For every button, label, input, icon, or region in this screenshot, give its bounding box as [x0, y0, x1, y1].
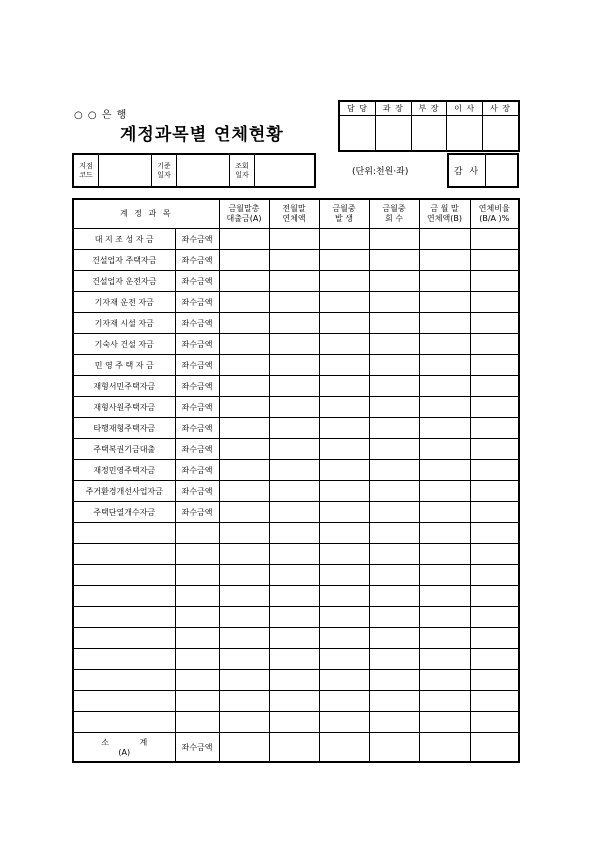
table-cell[interactable]: [319, 334, 369, 355]
table-row: [73, 271, 519, 292]
table-cell[interactable]: [319, 712, 369, 733]
table-cell[interactable]: [369, 502, 419, 523]
table-cell[interactable]: [369, 355, 419, 376]
table-row: [73, 313, 519, 334]
table-cell[interactable]: [269, 628, 319, 649]
table-cell[interactable]: [219, 691, 269, 712]
table-row: [73, 544, 519, 565]
query-date-field[interactable]: [255, 154, 316, 187]
unit-label: 좌수금액: [175, 502, 219, 523]
bank-name: ○ ○ 은 행: [74, 110, 128, 121]
branch-code-field[interactable]: [99, 154, 152, 187]
table-cell[interactable]: [319, 544, 369, 565]
column-header-collected: 금월중 회 수: [369, 199, 419, 229]
table-cell[interactable]: [319, 439, 369, 460]
table-cell[interactable]: [269, 271, 319, 292]
total-row: [73, 733, 519, 763]
table-cell[interactable]: [369, 712, 419, 733]
audit-label: 감 사: [448, 154, 486, 187]
unit-label: [175, 670, 219, 691]
signature-cell[interactable]: [375, 116, 411, 152]
table-cell[interactable]: [319, 250, 369, 271]
table-cell[interactable]: [219, 250, 269, 271]
account-name: 기자재 시설 자금: [73, 313, 175, 334]
table-cell[interactable]: [419, 523, 470, 544]
table-cell[interactable]: [319, 460, 369, 481]
table-cell[interactable]: [269, 607, 319, 628]
table-cell[interactable]: [319, 649, 369, 670]
column-header-account: 계 정 과 목: [73, 199, 219, 229]
table-cell[interactable]: [419, 733, 470, 763]
table-cell[interactable]: [269, 313, 319, 334]
table-cell[interactable]: [269, 565, 319, 586]
table-cell[interactable]: [419, 586, 470, 607]
table-cell[interactable]: [319, 670, 369, 691]
table-cell[interactable]: [470, 481, 519, 502]
account-name: 기자재 운전 자금: [73, 292, 175, 313]
table-cell[interactable]: [419, 502, 470, 523]
account-name: [73, 712, 175, 733]
account-name: 주택복권기금대출: [73, 439, 175, 460]
account-name: [73, 586, 175, 607]
table-cell[interactable]: [269, 229, 319, 250]
table-cell[interactable]: [470, 712, 519, 733]
table-cell[interactable]: [369, 313, 419, 334]
table-cell[interactable]: [470, 376, 519, 397]
account-name: 건설업자 주택자금: [73, 250, 175, 271]
table-row: [73, 355, 519, 376]
table-row: [73, 502, 519, 523]
table-cell[interactable]: [269, 439, 319, 460]
table-cell[interactable]: [269, 712, 319, 733]
table-cell[interactable]: [470, 733, 519, 763]
table-cell[interactable]: [219, 418, 269, 439]
table-cell[interactable]: [470, 523, 519, 544]
table-cell[interactable]: [419, 691, 470, 712]
account-name: 대 지 조 성 자 금: [73, 229, 175, 250]
table-row: [73, 586, 519, 607]
table-cell[interactable]: [369, 460, 419, 481]
table-cell[interactable]: [369, 670, 419, 691]
audit-box: [447, 153, 519, 188]
table-cell[interactable]: [219, 565, 269, 586]
table-cell[interactable]: [269, 523, 319, 544]
table-cell[interactable]: [319, 628, 369, 649]
table-cell[interactable]: [219, 544, 269, 565]
table-cell[interactable]: [319, 271, 369, 292]
table-cell[interactable]: [470, 607, 519, 628]
account-name: 재정민영주택자금: [73, 460, 175, 481]
table-cell[interactable]: [419, 250, 470, 271]
unit-label: 좌수금액: [175, 418, 219, 439]
unit-label: 좌수금액: [175, 439, 219, 460]
table-cell[interactable]: [369, 229, 419, 250]
account-name: 재형사원주택자금: [73, 397, 175, 418]
table-cell[interactable]: [470, 460, 519, 481]
base-date-field[interactable]: [177, 154, 230, 187]
table-cell[interactable]: [219, 271, 269, 292]
table-cell[interactable]: [219, 586, 269, 607]
table-cell[interactable]: [470, 628, 519, 649]
query-date-label: 조회 일자: [230, 154, 255, 187]
audit-signature-cell[interactable]: [486, 154, 519, 187]
account-name: 민 영 주 택 자 금: [73, 355, 175, 376]
table-cell[interactable]: [419, 670, 470, 691]
total-label: 소 계: [101, 738, 148, 747]
account-name: 타행재형주택자금: [73, 418, 175, 439]
approval-label-5: 사 장: [483, 101, 520, 116]
signature-cell[interactable]: [483, 116, 520, 152]
table-cell[interactable]: [269, 502, 319, 523]
table-cell[interactable]: [219, 523, 269, 544]
table-cell[interactable]: [470, 334, 519, 355]
unit-label: 좌수금액: [175, 250, 219, 271]
table-cell[interactable]: [369, 733, 419, 763]
table-cell[interactable]: [319, 418, 369, 439]
table-cell[interactable]: [219, 229, 269, 250]
account-name: 주거환경개선사업자금: [73, 481, 175, 502]
table-cell[interactable]: [369, 565, 419, 586]
table-cell[interactable]: [219, 460, 269, 481]
table-cell[interactable]: [269, 649, 319, 670]
table-cell[interactable]: [319, 292, 369, 313]
table-cell[interactable]: [219, 481, 269, 502]
account-name: [73, 628, 175, 649]
table-cell[interactable]: [470, 670, 519, 691]
delinquency-table: [72, 198, 520, 763]
account-name: [73, 670, 175, 691]
total-label-cell: [73, 733, 175, 763]
account-name: 건설업자 운전자금: [73, 271, 175, 292]
column-header-overdue-b: 금 월 말 연체액(B): [419, 199, 470, 229]
table-cell[interactable]: [369, 544, 419, 565]
table-cell[interactable]: [419, 565, 470, 586]
table-cell[interactable]: [419, 481, 470, 502]
table-row: [73, 712, 519, 733]
unit-label: 좌수금액: [175, 397, 219, 418]
unit-label: [175, 544, 219, 565]
table-cell[interactable]: [269, 355, 319, 376]
column-header-ratio: 연체비율 (B/A )%: [470, 199, 519, 229]
table-cell[interactable]: [319, 607, 369, 628]
table-row: [73, 292, 519, 313]
account-name: [73, 565, 175, 586]
approval-label-4: 이 사: [447, 101, 483, 116]
total-sub-label: (A): [118, 748, 131, 757]
table-cell[interactable]: [369, 439, 419, 460]
table-cell[interactable]: [470, 544, 519, 565]
table-cell[interactable]: [219, 292, 269, 313]
signature-cell[interactable]: [447, 116, 483, 152]
approval-label-3: 부 장: [411, 101, 447, 116]
table-cell[interactable]: [470, 292, 519, 313]
page-title: 계정과목별 연체현황: [120, 125, 284, 145]
table-cell[interactable]: [369, 250, 419, 271]
table-cell[interactable]: [319, 397, 369, 418]
table-cell[interactable]: [269, 250, 319, 271]
unit-label: [175, 607, 219, 628]
table-cell[interactable]: [419, 355, 470, 376]
table-cell[interactable]: [319, 502, 369, 523]
unit-label: 좌수금액: [175, 229, 219, 250]
table-cell[interactable]: [470, 271, 519, 292]
table-row: [73, 565, 519, 586]
unit-label: [175, 649, 219, 670]
table-cell[interactable]: [369, 523, 419, 544]
table-cell[interactable]: [319, 313, 369, 334]
table-cell[interactable]: [219, 628, 269, 649]
signature-cell[interactable]: [411, 116, 447, 152]
table-cell[interactable]: [319, 355, 369, 376]
table-cell[interactable]: [219, 313, 269, 334]
table-row: [73, 649, 519, 670]
column-header-occurred: 금월중 발 생: [319, 199, 369, 229]
unit-label: 좌수금액: [175, 481, 219, 502]
table-cell[interactable]: [269, 670, 319, 691]
table-cell[interactable]: [419, 229, 470, 250]
table-cell[interactable]: [470, 355, 519, 376]
table-cell[interactable]: [470, 586, 519, 607]
table-cell[interactable]: [369, 628, 419, 649]
table-cell[interactable]: [319, 691, 369, 712]
table-cell[interactable]: [269, 586, 319, 607]
table-cell[interactable]: [419, 418, 470, 439]
table-cell[interactable]: [219, 670, 269, 691]
table-cell[interactable]: [419, 292, 470, 313]
table-cell[interactable]: [219, 649, 269, 670]
table-cell[interactable]: [369, 397, 419, 418]
table-cell[interactable]: [470, 229, 519, 250]
column-header-prev-overdue: 전월말 연체액: [269, 199, 319, 229]
table-cell[interactable]: [419, 607, 470, 628]
table-cell[interactable]: [319, 733, 369, 763]
table-cell[interactable]: [470, 565, 519, 586]
table-row: [73, 229, 519, 250]
table-cell[interactable]: [219, 502, 269, 523]
table-row: [73, 670, 519, 691]
account-name: 주택단열개수자금: [73, 502, 175, 523]
column-header-total-loans: 금월말총 대출금(A): [219, 199, 269, 229]
table-cell[interactable]: [219, 607, 269, 628]
table-cell[interactable]: [470, 439, 519, 460]
table-row: [73, 439, 519, 460]
table-cell[interactable]: [269, 691, 319, 712]
table-cell[interactable]: [219, 712, 269, 733]
table-row: [73, 397, 519, 418]
table-cell[interactable]: [319, 565, 369, 586]
table-cell[interactable]: [369, 649, 419, 670]
table-cell[interactable]: [369, 292, 419, 313]
table-cell[interactable]: [219, 439, 269, 460]
table-row: [73, 607, 519, 628]
table-cell[interactable]: [269, 397, 319, 418]
unit-label: [175, 712, 219, 733]
table-cell[interactable]: [419, 649, 470, 670]
table-cell[interactable]: [419, 271, 470, 292]
approval-label-1: 담 당: [339, 101, 375, 116]
table-row: [73, 376, 519, 397]
table-row: [73, 460, 519, 481]
table-cell[interactable]: [470, 250, 519, 271]
unit-label: [175, 586, 219, 607]
table-cell[interactable]: [219, 334, 269, 355]
table-cell[interactable]: [470, 691, 519, 712]
table-cell[interactable]: [219, 355, 269, 376]
table-row: [73, 334, 519, 355]
table-cell[interactable]: [419, 313, 470, 334]
table-cell[interactable]: [269, 733, 319, 763]
table-cell[interactable]: [369, 481, 419, 502]
table-row: [73, 481, 519, 502]
table-cell[interactable]: [269, 460, 319, 481]
table-cell[interactable]: [319, 481, 369, 502]
table-cell[interactable]: [269, 334, 319, 355]
table-cell[interactable]: [369, 334, 419, 355]
signature-cell[interactable]: [339, 116, 375, 152]
unit-label: [175, 691, 219, 712]
total-unit-label: 좌수금액: [175, 733, 219, 763]
table-cell[interactable]: [419, 439, 470, 460]
account-name: [73, 649, 175, 670]
table-cell[interactable]: [319, 586, 369, 607]
table-cell[interactable]: [369, 418, 419, 439]
table-cell[interactable]: [219, 376, 269, 397]
table-cell[interactable]: [269, 292, 319, 313]
table-row: [73, 418, 519, 439]
unit-label: [175, 523, 219, 544]
table-cell[interactable]: [470, 502, 519, 523]
table-cell[interactable]: [470, 313, 519, 334]
unit-label: 좌수금액: [175, 334, 219, 355]
table-cell[interactable]: [219, 397, 269, 418]
table-cell[interactable]: [369, 376, 419, 397]
unit-label: 좌수금액: [175, 292, 219, 313]
account-name: [73, 691, 175, 712]
unit-note: (단위:천원·좌): [352, 167, 409, 177]
table-cell[interactable]: [419, 460, 470, 481]
table-cell[interactable]: [369, 691, 419, 712]
account-name: [73, 523, 175, 544]
approval-box: [338, 100, 520, 152]
unit-label: [175, 628, 219, 649]
unit-label: 좌수금액: [175, 313, 219, 334]
branch-code-label: 지점 코드: [73, 154, 99, 187]
account-name: [73, 607, 175, 628]
table-cell[interactable]: [419, 376, 470, 397]
unit-label: [175, 565, 219, 586]
table-row: [73, 628, 519, 649]
unit-label: 좌수금액: [175, 460, 219, 481]
table-cell[interactable]: [419, 628, 470, 649]
table-cell[interactable]: [269, 481, 319, 502]
approval-label-2: 과 장: [375, 101, 411, 116]
unit-label: 좌수금액: [175, 271, 219, 292]
table-cell[interactable]: [269, 418, 319, 439]
table-cell[interactable]: [419, 544, 470, 565]
table-cell[interactable]: [419, 334, 470, 355]
table-cell[interactable]: [419, 397, 470, 418]
table-row: [73, 523, 519, 544]
table-cell[interactable]: [269, 376, 319, 397]
account-name: 기숙사 건설 자금: [73, 334, 175, 355]
table-row: [73, 691, 519, 712]
info-box: [72, 153, 316, 188]
unit-label: 좌수금액: [175, 355, 219, 376]
table-cell[interactable]: [319, 523, 369, 544]
table-cell[interactable]: [219, 733, 269, 763]
account-name: 재형서민주택자금: [73, 376, 175, 397]
table-cell[interactable]: [470, 418, 519, 439]
table-cell[interactable]: [369, 271, 419, 292]
table-row: [73, 250, 519, 271]
table-cell[interactable]: [470, 649, 519, 670]
table-header-row: [73, 199, 519, 229]
unit-label: 좌수금액: [175, 376, 219, 397]
table-cell[interactable]: [269, 544, 319, 565]
table-cell[interactable]: [419, 712, 470, 733]
base-date-label: 기준 일자: [152, 154, 177, 187]
account-name: [73, 544, 175, 565]
table-cell[interactable]: [369, 586, 419, 607]
table-cell[interactable]: [319, 229, 369, 250]
table-cell[interactable]: [369, 607, 419, 628]
table-cell[interactable]: [319, 376, 369, 397]
table-cell[interactable]: [470, 397, 519, 418]
